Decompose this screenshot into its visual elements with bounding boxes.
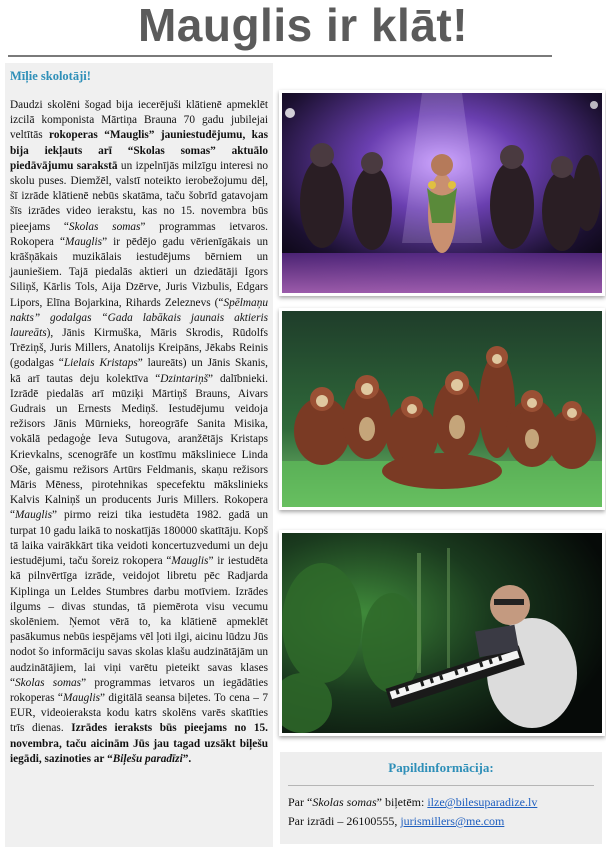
body-text: ” dalībnieki. Izrādē piedalās arī mūziķi Mārtiņš Brauns, Aivars Gudrais un Ernests Mediņš. Iestudējumu veidoja režisors Jānis Mūrnieks, horeogrāfe Sanita Misika, vokālā pedagoģe Ieva Sutugova, aranžētājs Kristaps Krievkalns, scenogrāfe un kostīmu māksliniece Linda Oše, gaismu režisors Artūrs Feldmanis, skaņu režisors Māris Mēness, pirotehnikas specefektu mākslinieks Kalvis Kalniņš un producents Juris Millers. Rokopera “ (10, 372, 268, 522)
body-bold: rokoperas “Mauglis” jauniestudējumu, kas bija iekļauts arī “Skolas somas” aktuālo piedāvājumu sarakstā (10, 129, 269, 172)
body-text: ” ir iestudēta kā pilnvērtīga izrāde, veidojot libretu pēc Radjarda Kiplinga un Leldes Stumbres darbu motīviem. Izrādes ilgums – divas stundas, tā piemērota visu vecumu skolēniem. Ņemot vērā to, ka klātienē apmeklēt pasākumus nebūs iespējams vēl ļoti ilgi, aicinu lūdzu Jūs nodot šo informāciju savas skolas klašu audzinātājām un audzinātājiem, lai viņi varētu pieteikt savas klases “ (10, 555, 268, 689)
additional-info-box (280, 752, 602, 844)
email-link-show[interactable]: jurismillers@me.com (400, 814, 505, 828)
body-text: un izpelnījās milzīgu interesi no skolu puses. Diemžēl, valstī noteikto ierobežojumu dēļ, šī izrāde klātienē nebūs skatāma, taču šobrīd gatavojam šīs izrādes video ierakstu, kas no 15. novembra būs pieejams “ (10, 159, 268, 233)
greeting-heading: Mīļie skolotāji! (10, 69, 91, 83)
body-bold: ”. (182, 752, 192, 765)
page-title: Mauglis ir klāt! (137, 0, 469, 51)
body-text: ” programmas ietvaros. Rokopera “ (10, 220, 268, 248)
body-text: ” laureāts) un Jānis Skanis, kā arī tautas deju kolektīva “ (10, 357, 268, 385)
info-heading: Papildinformācija: (388, 760, 494, 775)
photo-group-actors (279, 308, 605, 510)
info-italic: Skolas somas (312, 795, 377, 809)
article-body (10, 98, 268, 767)
body-italic: Mauglis (65, 235, 103, 248)
info-divider (288, 785, 594, 786)
info-text: ” biļetēm: (376, 795, 428, 809)
body-text: ” pirmo reizi tika iestudēta 1982. gadā un turpat 10 gadu laikā to noskatījās 180000 skatītāju. Kopš tā laika vairākkārt tika veidoti koncertuzvedumi un deju iestudējumi, taču šoreiz rokopera “ (10, 509, 268, 568)
body-italic: Skolas somas (15, 676, 82, 689)
body-bold: Izrādes ieraksts būs pieejams no 15. novembra, taču aicinām Jūs jau tagad uzsākt biļešu iegādi, sazinoties ar “ (10, 722, 268, 765)
body-text: ” programmas ietvaros un iegādāties rokoperas “ (10, 676, 268, 704)
body-italic: Dzintariņš (160, 372, 208, 385)
body-text: ” ir pēdējo gadu vērienīgākais un krāšņākais muzikālais iestudējums bērniem un jauniešiem. Tajā piedalās aktieri un dziedātāji Igors Siliņš, Kārlis Tols, Aija Dzērve, Juris Vizbulis, Edgars Lipors, Elīna Bojarkina, Rihards Zeleznevs (“ (10, 235, 268, 309)
body-italic: Mauglis (15, 509, 53, 522)
body-italic: Skolas somas (68, 220, 141, 233)
body-italic: Mauglis (171, 555, 209, 568)
photo-keyboard-player (279, 530, 605, 736)
info-text: Par izrādi – 26100555, (288, 814, 401, 828)
body-text: Daudzi skolēni šogad bija iecerējuši klātienē apmeklēt izcilā komponista Mārtiņa Brauna 70 gadu jubilejai veltītās (10, 99, 268, 142)
body-bold-italic: Biļešu paradīzi (112, 752, 183, 765)
title-divider (8, 55, 552, 57)
info-text: Par “ (288, 795, 313, 809)
photo-stage-performance (279, 90, 605, 296)
body-text: ” digitālā seansa biļetes. To cena – 7 EUR, videoieraksta kodu katrs skolēns varēs skatīties trīs dienas. (10, 691, 268, 735)
info-line-show (288, 814, 504, 829)
email-link-tickets[interactable]: ilze@bilesuparadize.lv (427, 795, 538, 809)
body-italic: Spēlmaņu nakts” godalgas “Gada labākais jaunais aktieris laureāts (10, 296, 268, 340)
body-text: ), Jānis Kirmuška, Māris Skrodis, Rūdolfs Trēziņš, Juris Millers, Anatolijs Kreipāns, Jēkabs Reinis (godalgas “ (10, 327, 268, 370)
body-italic: Lielais Kristaps (63, 357, 138, 370)
body-italic: Mauglis (62, 691, 100, 704)
info-line-tickets (288, 795, 537, 810)
